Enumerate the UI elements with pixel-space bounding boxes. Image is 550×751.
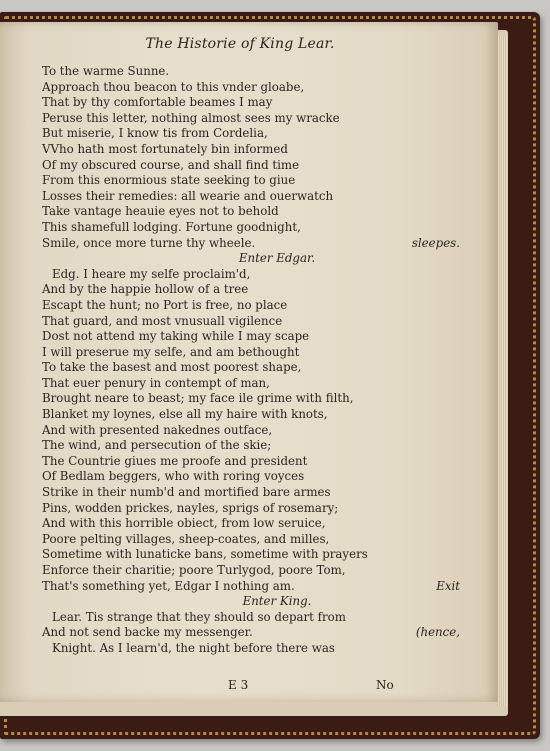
- line-text: To the warme Sunne.: [42, 64, 170, 78]
- margin-note: (hence,: [415, 625, 460, 640]
- text-line: [42, 516, 472, 532]
- text-line: [42, 298, 472, 314]
- line-text: Enter Edgar.: [238, 251, 316, 266]
- text-line: [42, 610, 472, 626]
- text-line: [42, 469, 472, 485]
- line-text: That by thy comfortable beames I may: [42, 95, 273, 110]
- catchword: No: [376, 678, 394, 692]
- text-line: [42, 126, 472, 142]
- text-line: [42, 407, 472, 423]
- running-head: The Historie of King Lear.: [145, 36, 335, 52]
- text-line: [42, 345, 472, 361]
- text-line: [42, 423, 472, 439]
- text-line: [42, 80, 472, 96]
- line-text: Peruse this letter, nothing almost sees my wracke: [42, 110, 340, 125]
- margin-note: Exit: [436, 578, 460, 593]
- text-line: [42, 391, 472, 407]
- book-page: [0, 22, 498, 702]
- line-text: Poore pelting villages, sheep-coates, and milles,: [42, 531, 330, 546]
- line-text: Brought neare to beast; my face ile grime with filth,: [42, 391, 354, 406]
- text-line: [42, 376, 472, 392]
- line-text: And not send backe my messenger.: [42, 625, 253, 640]
- line-text: Blanket my loynes, else all my haire with knots,: [42, 407, 328, 422]
- text-line: [42, 563, 472, 579]
- line-text: Enter King.: [242, 594, 312, 609]
- margin-note: sleepes.: [411, 235, 460, 250]
- line-text: Smile, once more turne thy wheele.: [42, 235, 256, 250]
- line-text: From this enormious state seeking to giue: [42, 173, 296, 188]
- text-line: [42, 220, 472, 236]
- text-line: [42, 158, 472, 174]
- text-line: [42, 438, 472, 454]
- text-line: [42, 547, 472, 563]
- text-line: [42, 625, 472, 641]
- line-text: Pins, wodden prickes, nayles, sprigs of rosemary;: [42, 500, 339, 515]
- signature-mark: E 3: [228, 678, 249, 692]
- line-text: VVho hath most fortunately bin informed: [42, 141, 288, 156]
- line-text: Approach thou beacon to this vnder gloabe,: [42, 79, 305, 94]
- line-text: Of my obscured course, and shall find time: [42, 157, 300, 172]
- text-line: [42, 579, 472, 595]
- text-line: [42, 532, 472, 548]
- line-text: And by the happie hollow of a tree: [42, 282, 249, 297]
- text-line: [42, 142, 472, 158]
- line-text: And with presented nakednes outface,: [42, 422, 273, 437]
- text-line: [42, 204, 472, 220]
- text-line: [42, 360, 472, 376]
- line-text: The wind, and persecution of the skie;: [42, 438, 272, 453]
- text-line: [42, 95, 472, 111]
- line-text: This shamefull lodging. Fortune goodnight,: [42, 219, 301, 234]
- text-line: [42, 501, 472, 517]
- line-text: Losses their remedies: all wearie and ouerwatch: [42, 188, 334, 203]
- line-text: And with this horrible obiect, from low seruice,: [42, 516, 326, 531]
- line-text: Dost not attend my taking while I may scape: [42, 329, 310, 344]
- stage-direction: [42, 594, 472, 610]
- text-line: [42, 236, 472, 252]
- line-text: Strike in their numb'd and mortified bare armes: [42, 485, 331, 500]
- line-text: But miserie, I know tis from Cordelia,: [42, 126, 268, 141]
- line-text: Enforce their charitie; poore Turlygod, poore Tom,: [42, 563, 346, 577]
- line-text: Edg. I heare my selfe proclaim'd,: [52, 266, 251, 281]
- text-line: [42, 267, 472, 283]
- line-text: Lear. Tis strange that they should so depart from: [52, 609, 346, 624]
- line-text: Take vantage heauie eyes not to behold: [42, 204, 279, 219]
- text-line: [42, 641, 472, 657]
- text-line: [42, 314, 472, 330]
- page-edges: [497, 36, 507, 706]
- line-text: That's something yet, Edgar I nothing am.: [42, 578, 295, 593]
- text-line: [42, 173, 472, 189]
- line-text: I will preserue my selfe, and am bethought: [42, 344, 300, 359]
- line-text: To take the basest and most poorest shape,: [42, 360, 302, 375]
- line-text: Sometime with lunaticke bans, sometime with prayers: [42, 547, 368, 562]
- text-line: [42, 454, 472, 470]
- text-line: [42, 189, 472, 205]
- line-text: That euer penury in contempt of man,: [42, 375, 270, 390]
- text-line: [42, 282, 472, 298]
- text-block: [42, 64, 472, 657]
- text-line: [42, 485, 472, 501]
- line-text: That guard, and most vnusuall vigilence: [42, 313, 283, 328]
- text-line: [42, 64, 472, 80]
- line-text: Of Bedlam beggers, who with roring voyces: [42, 469, 305, 484]
- stage-direction: [42, 251, 472, 267]
- line-text: Knight. As I learn'd, the night before there was: [52, 640, 335, 655]
- text-line: [42, 329, 472, 345]
- line-text: Escapt the hunt; no Port is free, no place: [42, 297, 288, 312]
- line-text: The Countrie giues me proofe and president: [42, 453, 308, 468]
- text-line: [42, 111, 472, 127]
